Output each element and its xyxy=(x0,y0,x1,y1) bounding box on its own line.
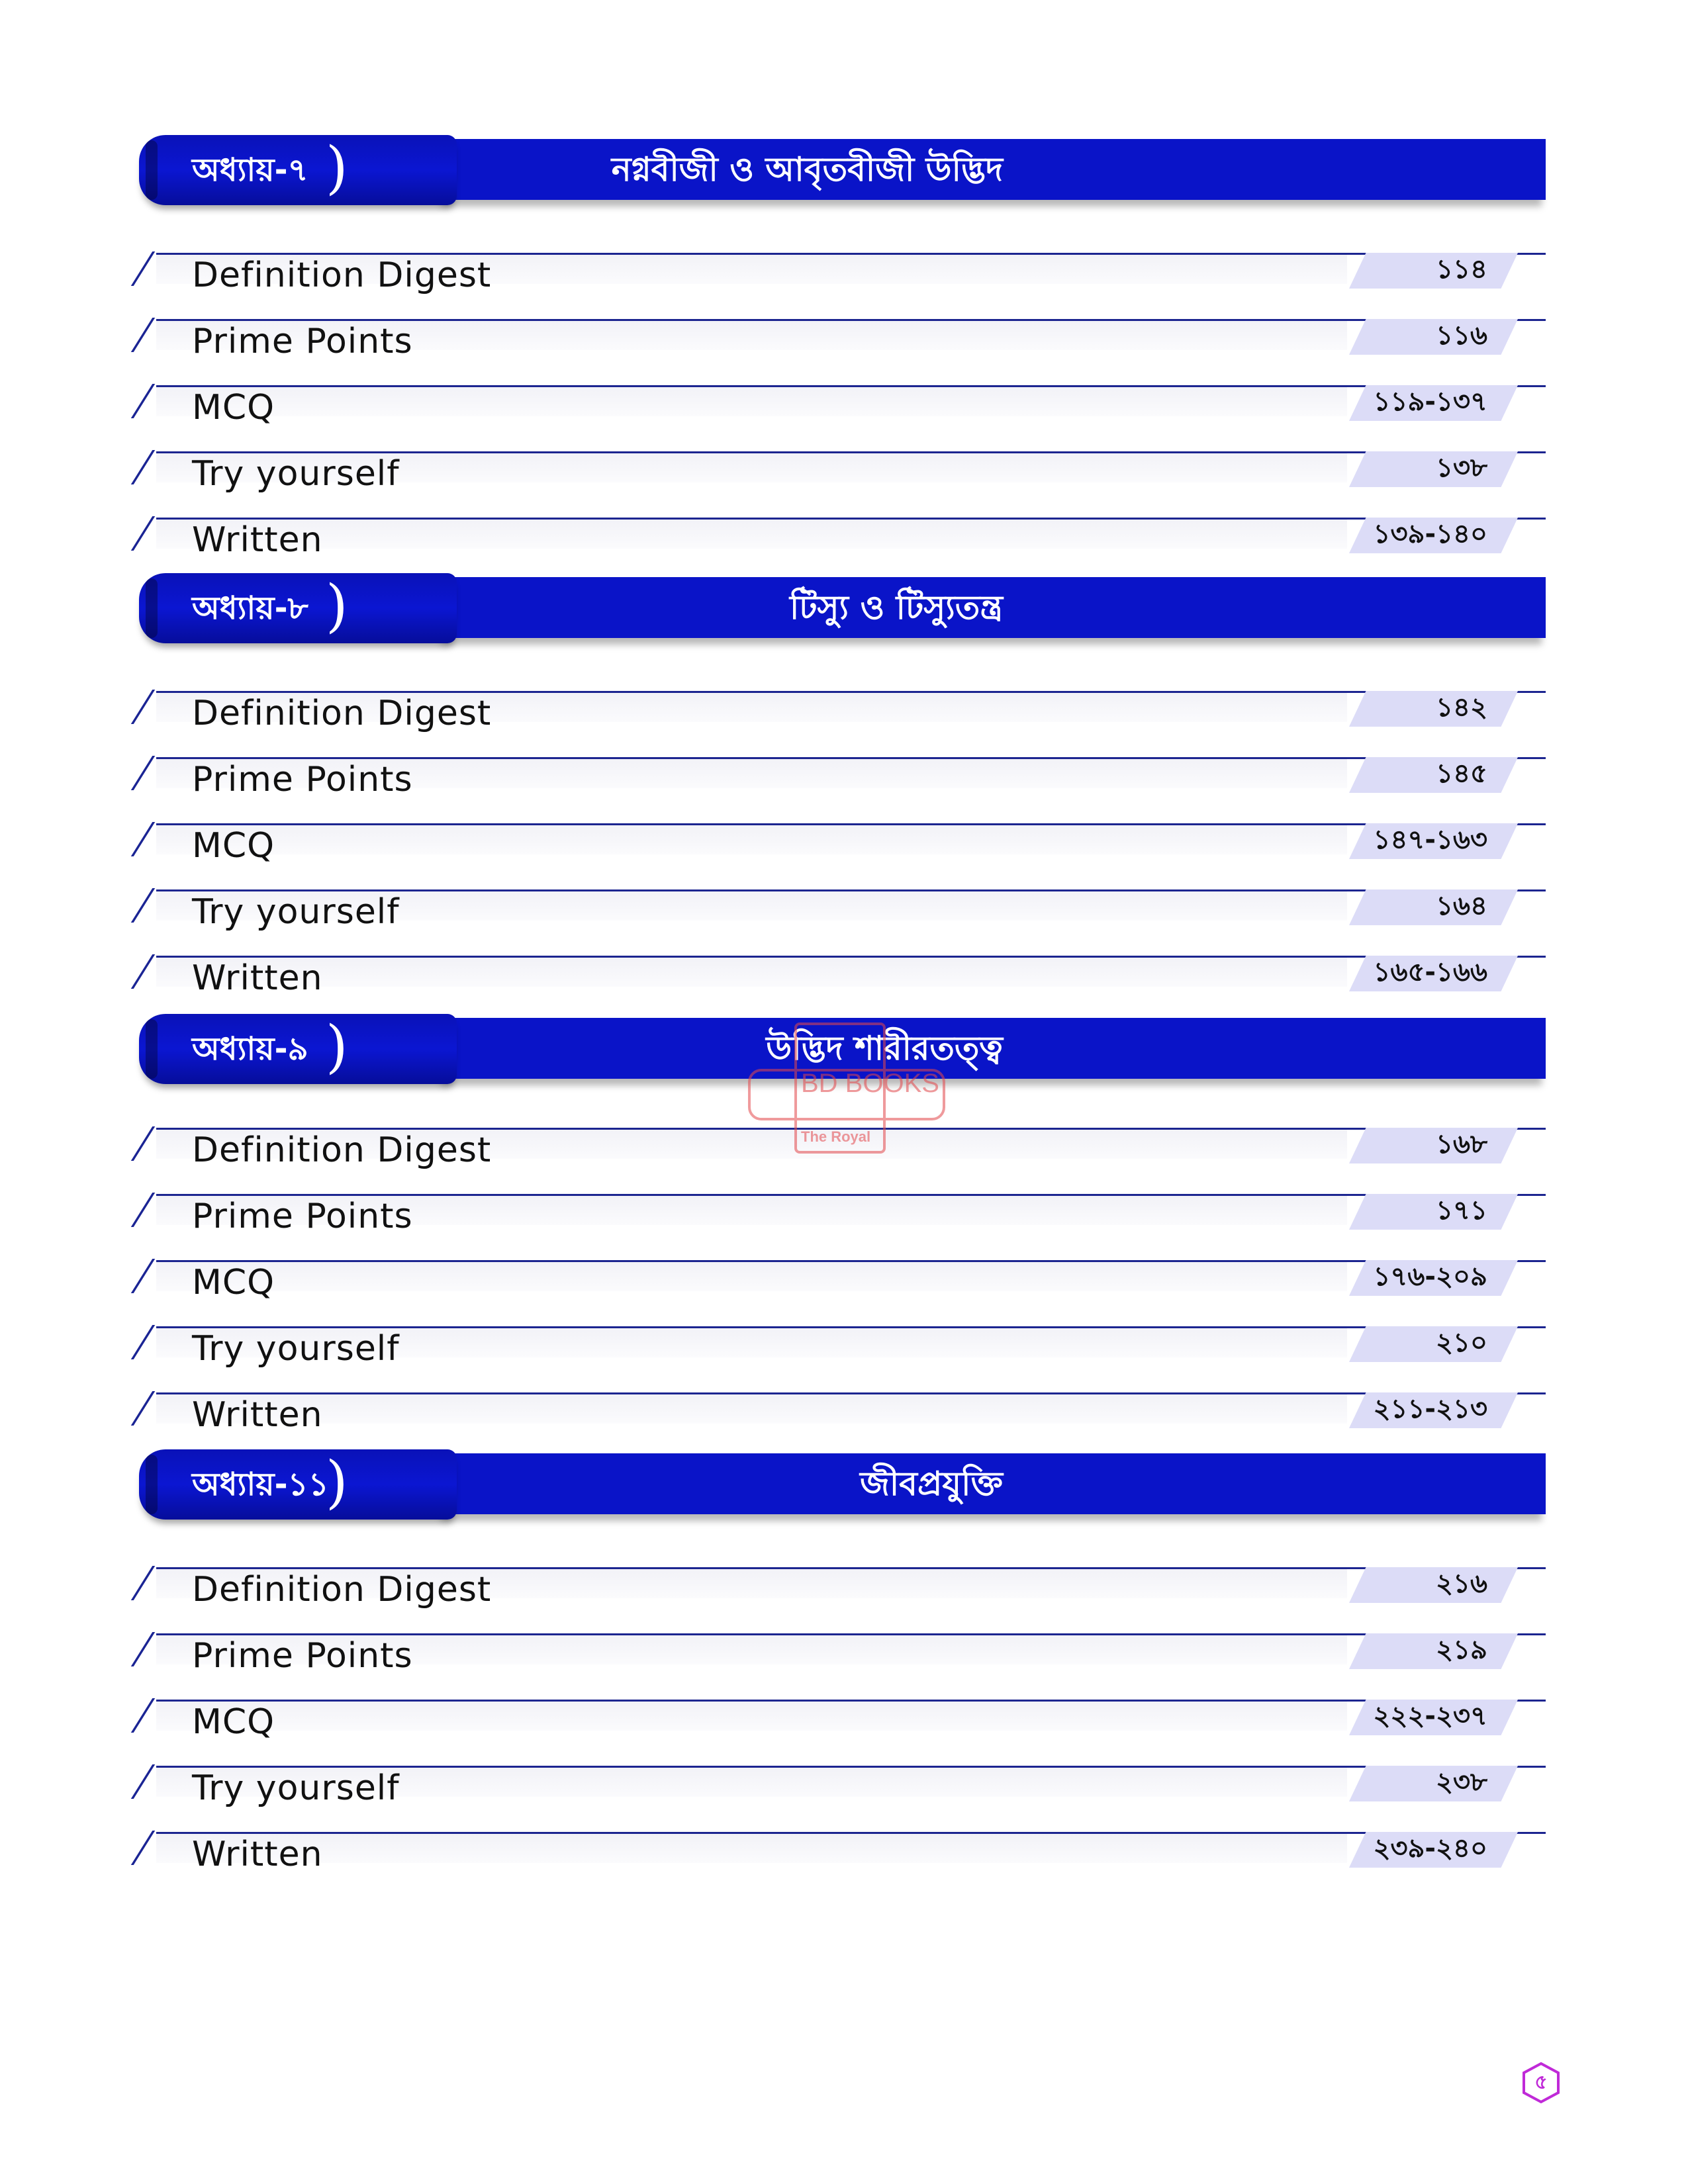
toc-item-label: Try yourself xyxy=(192,1329,400,1369)
slash-icon xyxy=(131,1632,155,1666)
slash-icon xyxy=(131,888,155,923)
toc-item-label: Written xyxy=(192,1835,323,1874)
bracket-glyph: ) xyxy=(326,1449,348,1516)
toc-item-mcq[interactable] xyxy=(139,385,1546,451)
row-band xyxy=(156,1262,1347,1291)
toc-item-label: Prime Points xyxy=(192,760,413,799)
bracket-glyph: ) xyxy=(326,573,348,639)
slash-icon xyxy=(131,1831,155,1865)
page-number-value: ৫ xyxy=(1534,2071,1548,2094)
toc-item-label: Written xyxy=(192,1395,323,1435)
row-band xyxy=(156,1834,1347,1863)
page-number: ২১৯ xyxy=(1436,1635,1487,1665)
slash-icon xyxy=(131,822,155,856)
slash-icon xyxy=(131,1764,155,1799)
page-tag xyxy=(1349,1633,1518,1669)
chapter-title-bar xyxy=(437,139,1546,200)
toc-item-label: MCQ xyxy=(192,826,275,866)
page-number: ২১৬ xyxy=(1436,1569,1487,1599)
slash-icon xyxy=(131,1391,155,1426)
page-tag xyxy=(1349,1567,1518,1603)
chapter-tab xyxy=(139,135,457,205)
toc-item-label: Prime Points xyxy=(192,1636,413,1676)
chapter-tab xyxy=(139,1014,457,1084)
page-tag xyxy=(1349,1766,1518,1801)
toc-item-written[interactable] xyxy=(139,1392,1546,1459)
chapter-label: অধ্যায়-৮ xyxy=(192,590,308,627)
toc-item-definition-digest[interactable] xyxy=(139,1567,1546,1633)
page-tag xyxy=(1349,1194,1518,1230)
chapter-label: অধ্যায়-১১ xyxy=(192,1466,329,1503)
toc-item-try-yourself[interactable] xyxy=(139,1326,1546,1392)
page-tag xyxy=(1349,1128,1518,1163)
slash-icon xyxy=(131,1126,155,1161)
watermark-logo xyxy=(748,1023,940,1155)
page-number: ১৩৯-১৪০ xyxy=(1373,519,1487,549)
toc-item-written[interactable] xyxy=(139,1832,1546,1898)
toc-item-try-yourself[interactable] xyxy=(139,1766,1546,1832)
row-band xyxy=(156,1702,1347,1731)
toc-item-prime-points[interactable] xyxy=(139,319,1546,385)
chapter-title-bar xyxy=(437,1018,1546,1079)
page-number: ১৬৫-১৬৬ xyxy=(1373,957,1487,987)
chapter-header xyxy=(139,135,1546,205)
slash-icon xyxy=(131,690,155,724)
row-band xyxy=(156,520,1347,549)
row-band xyxy=(156,1394,1347,1424)
page-number: ১৭৬-২০৯ xyxy=(1373,1261,1487,1292)
page-number: ১৩৮ xyxy=(1436,453,1487,483)
toc-item-prime-points[interactable] xyxy=(139,1633,1546,1700)
watermark-text: BD BOOKS xyxy=(801,1069,939,1098)
page-number: ২৩৮ xyxy=(1436,1767,1487,1797)
toc-list xyxy=(139,691,1546,1022)
chapter-7-section xyxy=(139,135,1546,584)
toc-item-try-yourself[interactable] xyxy=(139,451,1546,518)
toc-item-label: Prime Points xyxy=(192,1197,413,1236)
toc-item-definition-digest[interactable] xyxy=(139,253,1546,319)
chapter-title-bar xyxy=(437,577,1546,638)
chapter-title: নগ্নবীজী ও আবৃতবীজী উদ্ভিদ xyxy=(611,150,1003,189)
toc-item-mcq[interactable] xyxy=(139,1700,1546,1766)
chapter-title: টিস্যু ও টিস্যুতন্ত্র xyxy=(789,588,1003,627)
slash-icon xyxy=(131,756,155,790)
chapter-8-section xyxy=(139,573,1546,1022)
page-tag xyxy=(1349,757,1518,793)
toc-item-label: MCQ xyxy=(192,388,275,428)
toc-item-written[interactable] xyxy=(139,956,1546,1022)
toc-item-label: MCQ xyxy=(192,1702,275,1742)
slash-icon xyxy=(131,1698,155,1733)
chapter-label: অধ্যায়-৯ xyxy=(192,1030,308,1068)
watermark-subtext: The Royal xyxy=(801,1128,871,1145)
row-band xyxy=(156,958,1347,987)
chapter-title: উদ্ভিদ শারীরতত্ত্ব xyxy=(766,1029,1003,1068)
page-number: ২৩৯-২৪০ xyxy=(1373,1833,1487,1864)
slash-icon xyxy=(131,1325,155,1359)
bracket-glyph: ) xyxy=(326,135,348,201)
page-tag xyxy=(1349,451,1518,487)
chapter-header xyxy=(139,573,1546,643)
page-number: ১৪৫ xyxy=(1436,758,1487,789)
bracket-glyph: ) xyxy=(326,1014,348,1080)
page-tag xyxy=(1349,319,1518,355)
toc-item-definition-digest[interactable] xyxy=(139,691,1546,757)
page-number: ২২২-২৩৭ xyxy=(1373,1701,1487,1731)
chapter-11-section xyxy=(139,1449,1546,1898)
page-tag xyxy=(1349,889,1518,925)
page-number: ১১৪ xyxy=(1436,254,1487,285)
slash-icon xyxy=(131,1259,155,1293)
row-band xyxy=(156,387,1347,416)
page-number: ১১৬ xyxy=(1436,320,1487,351)
toc-list xyxy=(139,1128,1546,1459)
page-number: ২১০ xyxy=(1436,1328,1487,1358)
toc-item-label: Written xyxy=(192,958,323,998)
page-number-badge xyxy=(1520,2062,1562,2104)
toc-item-label: Definition Digest xyxy=(192,694,492,733)
chapter-label: অধ্যায়-৭ xyxy=(192,152,308,189)
toc-item-mcq[interactable] xyxy=(139,1260,1546,1326)
page-tag xyxy=(1349,691,1518,727)
toc-item-label: MCQ xyxy=(192,1263,275,1302)
toc-item-label: Definition Digest xyxy=(192,1130,492,1170)
toc-item-label: Definition Digest xyxy=(192,1570,492,1610)
slash-icon xyxy=(131,516,155,551)
slash-icon xyxy=(131,318,155,352)
toc-item-label: Try yourself xyxy=(192,1768,400,1808)
toc-item-label: Try yourself xyxy=(192,454,400,494)
page-number: ২১১-২১৩ xyxy=(1373,1394,1487,1424)
row-band xyxy=(156,825,1347,854)
toc-item-prime-points[interactable] xyxy=(139,1194,1546,1260)
slash-icon xyxy=(131,954,155,989)
slash-icon xyxy=(131,251,155,286)
slash-icon xyxy=(131,1566,155,1600)
chapter-tab xyxy=(139,573,457,643)
page-number: ১৬৪ xyxy=(1436,891,1487,921)
slash-icon xyxy=(131,384,155,418)
page-tag xyxy=(1349,1326,1518,1362)
page-number: ১৬৮ xyxy=(1436,1129,1487,1160)
toc-item-prime-points[interactable] xyxy=(139,757,1546,823)
toc-item-label: Written xyxy=(192,520,323,560)
toc-item-mcq[interactable] xyxy=(139,823,1546,889)
toc-item-label: Try yourself xyxy=(192,892,400,932)
slash-icon xyxy=(131,450,155,484)
page-tag xyxy=(1349,253,1518,289)
chapter-header xyxy=(139,1449,1546,1520)
chapter-title-bar xyxy=(437,1453,1546,1514)
chapter-title: জীবপ্রযুক্তি xyxy=(860,1465,1003,1503)
toc-list xyxy=(139,1567,1546,1898)
toc-list xyxy=(139,253,1546,584)
page-number: ১৪৭-১৬৩ xyxy=(1373,825,1487,855)
chapter-tab xyxy=(139,1449,457,1520)
toc-item-label: Definition Digest xyxy=(192,255,492,295)
page-number: ১৪২ xyxy=(1436,692,1487,723)
page-number: ১৭১ xyxy=(1436,1195,1487,1226)
toc-item-label: Prime Points xyxy=(192,322,413,361)
slash-icon xyxy=(131,1193,155,1227)
toc-item-try-yourself[interactable] xyxy=(139,889,1546,956)
page-number: ১১৯-১৩৭ xyxy=(1373,387,1487,417)
